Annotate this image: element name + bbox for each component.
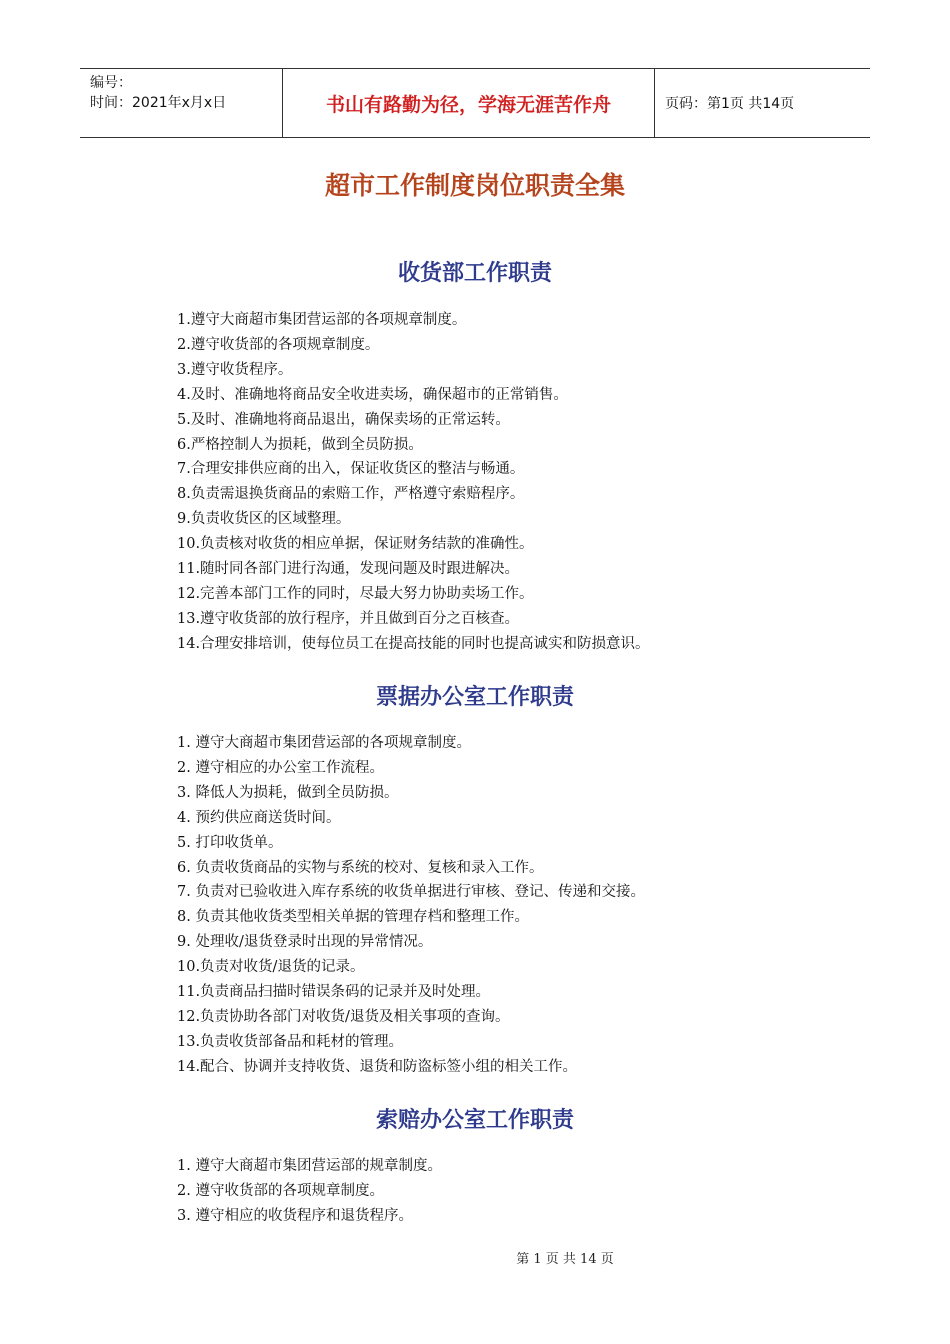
section-list-claims-office <box>177 1154 442 1229</box>
list-item: 1. 遵守大商超市集团营运部的规章制度。 <box>177 1158 442 1174</box>
list-item: 13.负责收货部备品和耗材的管理。 <box>177 1033 404 1050</box>
list-item: 6.严格控制人为损耗，做到全员防损。 <box>177 436 423 453</box>
list-item: 9. 处理收/退货登录时出现的异常情况。 <box>177 934 433 951</box>
list-item: 11.随时同各部门进行沟通，发现问题及时跟进解决。 <box>177 561 520 578</box>
list-item: 8. 负责其他收货类型相关单据的管理存档和整理工作。 <box>177 909 529 926</box>
section-list-receiving <box>177 308 650 657</box>
number-label: 编号： <box>90 75 132 91</box>
page-info: 页码：第1页 共14页 <box>665 96 795 112</box>
list-item: 7. 负责对已验收进入库存系统的收货单据进行审核、登记、传递和交接。 <box>177 884 645 901</box>
list-item: 10.负责对收货/退货的记录。 <box>177 959 365 976</box>
list-item: 14.合理安排培训，使每位员工在提高技能的同时也提高诚实和防损意识。 <box>177 635 650 652</box>
list-item: 3.遵守收货程序。 <box>177 361 293 378</box>
section-heading-billing-office: 票据办公室工作职责 <box>375 685 574 710</box>
section-list-billing-office <box>177 731 645 1080</box>
list-item: 2.遵守收货部的各项规章制度。 <box>177 336 380 353</box>
list-item: 8.负责需退换货商品的索赔工作，严格遵守索赔程序。 <box>177 486 525 503</box>
list-item: 9.负责收货区的区域整理。 <box>177 511 351 528</box>
document-title: 超市工作制度岗位职责全集 <box>324 171 625 200</box>
header-table <box>80 68 870 138</box>
list-item: 13.遵守收货部的放行程序，并且做到百分之百核查。 <box>177 610 520 627</box>
list-item: 12.完善本部门工作的同时，尽最大努力协助卖场工作。 <box>177 585 534 602</box>
list-item: 1.遵守大商超市集团营运部的各项规章制度。 <box>177 312 467 328</box>
motto: 书山有路勤为径，学海无涯苦作舟 <box>282 69 655 137</box>
section-heading-receiving: 收货部工作职责 <box>397 261 552 286</box>
list-item: 1. 遵守大商超市集团营运部的各项规章制度。 <box>177 735 471 751</box>
list-item: 7.合理安排供应商的出入，保证收货区的整洁与畅通。 <box>177 461 525 478</box>
list-item: 10.负责核对收货的相应单据，保证财务结款的准确性。 <box>177 536 534 553</box>
list-item: 5.及时、准确地将商品退出，确保卖场的正常运转。 <box>177 411 510 428</box>
page-footer: 第 1 页 共 14 页 <box>516 1252 614 1267</box>
list-item: 4.及时、准确地将商品安全收进卖场，确保超市的正常销售。 <box>177 386 568 403</box>
section-heading-claims-office: 索赔办公室工作职责 <box>375 1108 574 1133</box>
list-item: 11.负责商品扫描时错误条码的记录并及时处理。 <box>177 984 491 1001</box>
list-item: 6. 负责收货商品的实物与系统的校对、复核和录入工作。 <box>177 859 544 876</box>
list-item: 2. 遵守收货部的各项规章制度。 <box>177 1182 384 1199</box>
header-left-cell <box>80 69 282 137</box>
list-item: 5. 打印收货单。 <box>177 834 283 851</box>
date-label: 时间：2021年x月x日 <box>90 95 227 111</box>
list-item: 3. 遵守相应的收货程序和退货程序。 <box>177 1207 413 1224</box>
list-item: 2. 遵守相应的办公室工作流程。 <box>177 759 384 776</box>
list-item: 12.负责协助各部门对收货/退货及相关事项的查询。 <box>177 1008 510 1025</box>
list-item: 14.配合、协调并支持收货、退货和防盗标签小组的相关工作。 <box>177 1058 578 1075</box>
list-item: 3. 降低人为损耗，做到全员防损。 <box>177 784 399 801</box>
list-item: 4. 预约供应商送货时间。 <box>177 809 341 826</box>
